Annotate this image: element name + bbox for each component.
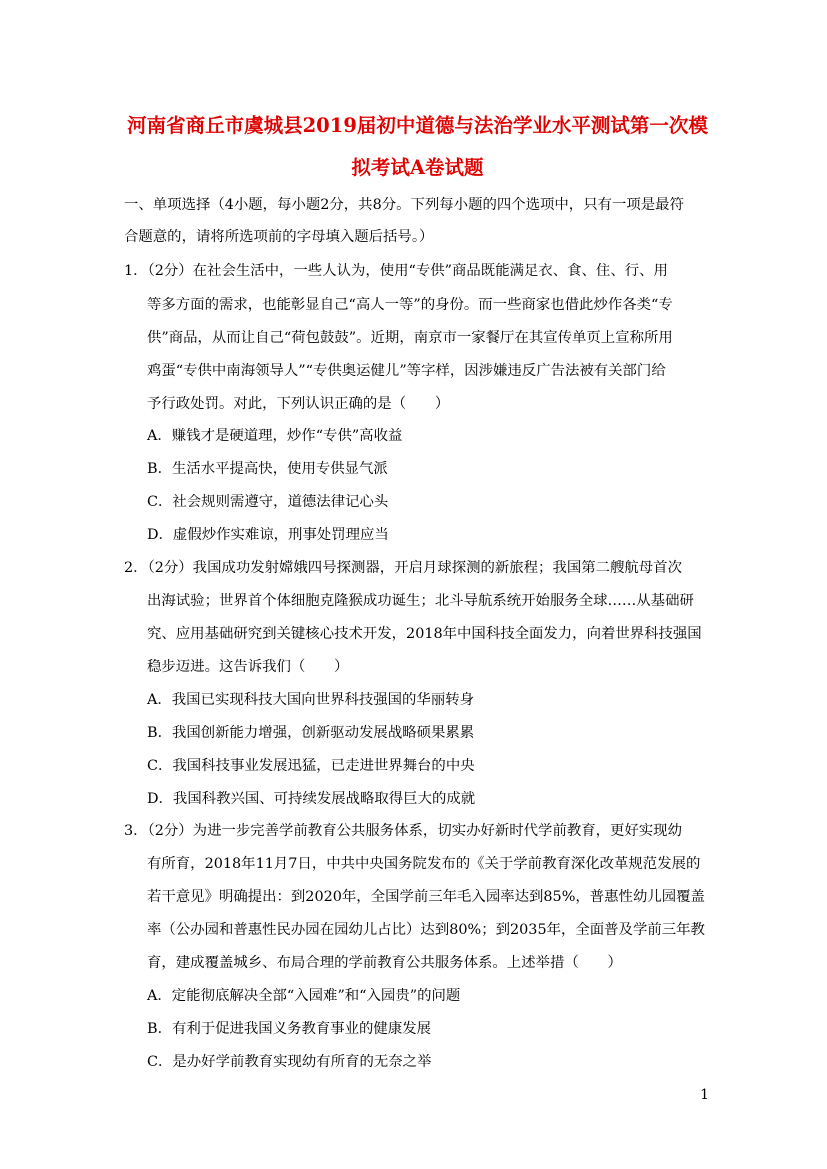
q1-stem-line: 等多方面的需求，也能彰显自己“高人一等”的身份。而一些商家也借此炒作各类“专 bbox=[147, 297, 673, 313]
q1-stem-line: 予行政处罚。对此，下列认识正确的是（ ） bbox=[147, 396, 450, 412]
q1-option-a: A．赚钱才是硬道理，炒作“专供”高收益 bbox=[147, 428, 403, 444]
title-line-2: 拟考试A卷试题 bbox=[351, 156, 484, 179]
page-number: 1 bbox=[700, 1087, 709, 1103]
q2-stem-line: 究、应用基础研究到关键核心技术开发，2018年中国科技全面发力，向着世界科技强国 bbox=[147, 626, 702, 642]
q1-option-c: C．社会规则需遵守，道德法律记心头 bbox=[147, 494, 389, 510]
q2-option-c: C．我国科技事业发展迅猛，已走进世界舞台的中央 bbox=[147, 758, 475, 774]
q3-stem-line: 3．（2分）为进一步完善学前教育公共服务体系，切实办好新时代学前教育，更好实现幼 bbox=[124, 823, 682, 839]
q3-stem-line: 育，建成覆盖城乡、布局合理的学前教育公共服务体系。上述举措（ ） bbox=[147, 955, 622, 971]
q1-stem-line: 鸡蛋“专供中南海领导人”“专供奥运健儿”等字样，因涉嫌违反广告法被有关部门给 bbox=[147, 363, 666, 379]
q3-option-a: A．定能彻底解决全部“入园难”和“入园贵”的问题 bbox=[147, 988, 461, 1004]
section-heading: 一、单项选择（4小题，每小题2分，共8分。下列每小题的四个选项中，只有一项是最符 bbox=[124, 197, 684, 213]
q1-stem-line: 供”商品，从而让自己“荷包鼓鼓”。近期，南京市一家餐厅在其宣传单页上宣称所用 bbox=[147, 330, 673, 346]
q3-stem-line: 率（公办园和普惠性民办园在园幼儿占比）达到80%；到2035年，全面普及学前三年教 bbox=[147, 922, 705, 938]
q1-option-b: B．生活水平提高快，使用专供显气派 bbox=[147, 461, 388, 477]
q3-stem-line: 若干意见》明确提出：到2020年，全国学前三年毛入园率达到85%，普惠性幼儿园覆盖 bbox=[147, 889, 705, 905]
section-instruction: 合题意的，请将所选项前的字母填入题后括号。） bbox=[124, 229, 434, 245]
q3-option-c: C．是办好学前教育实现幼有所育的无奈之举 bbox=[147, 1054, 432, 1070]
q2-option-a: A．我国已实现科技大国向世界科技强国的华丽转身 bbox=[147, 692, 474, 708]
title-line-1: 河南省商丘市虞城县2019届初中道德与法治学业水平测试第一次模 bbox=[127, 114, 708, 137]
q1-option-d: D．虚假炒作实难谅，刑事处罚理应当 bbox=[147, 527, 389, 543]
q2-option-b: B．我国创新能力增强，创新驱动发展战略硕果累累 bbox=[147, 725, 475, 741]
q2-option-d: D．我国科教兴国、可持续发展战略取得巨大的成就 bbox=[147, 791, 476, 807]
q3-option-b: B．有利于促进我国义务教育事业的健康发展 bbox=[147, 1021, 431, 1037]
q2-stem-line: 稳步迈进。这告诉我们（ ） bbox=[147, 659, 349, 675]
q2-stem-line: 2．（2分）我国成功发射嫦娥四号探测器，开启月球探测的新旅程；我国第二艘航母首次 bbox=[124, 560, 682, 576]
q1-stem-line: 1．（2分）在社会生活中，一些人认为，使用“专供”商品既能满足衣、食、住、行、用 bbox=[124, 263, 668, 279]
q3-stem-line: 有所育，2018年11月7日，中共中央国务院发布的《关于学前教育深化改革规范发展的 bbox=[147, 856, 701, 872]
q2-stem-line: 出海试验；世界首个体细胞克隆猴成功诞生；北斗导航系统开始服务全球……从基础研 bbox=[147, 593, 694, 609]
